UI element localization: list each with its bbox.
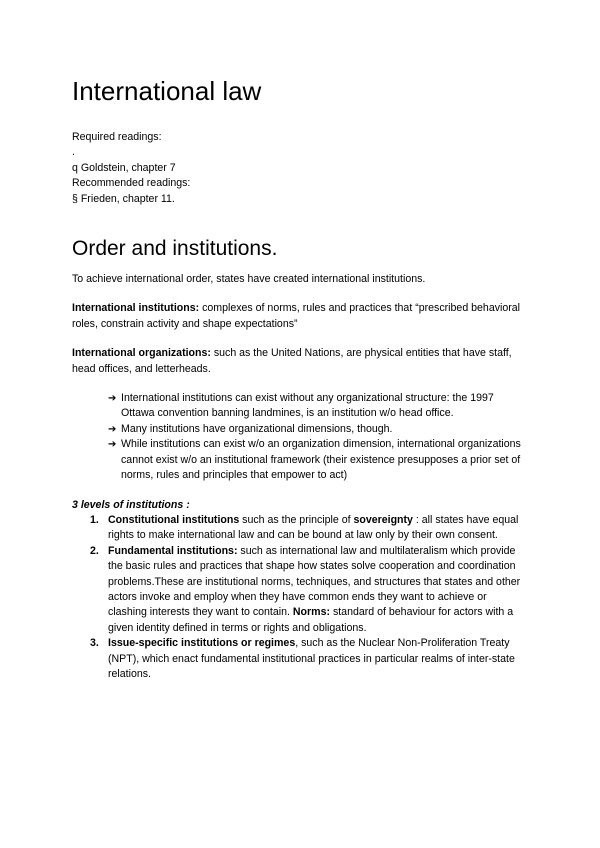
required-readings-label: Required readings: bbox=[72, 131, 162, 143]
list-item bbox=[108, 437, 528, 483]
level-term: Issue-specific institutions or regimes bbox=[108, 637, 296, 650]
section-heading: Order and institutions. bbox=[72, 237, 278, 261]
level-item-fundamental bbox=[90, 544, 528, 636]
level-item-constitutional bbox=[90, 513, 528, 544]
arrow-right-icon: ➔ bbox=[108, 423, 117, 435]
institutions-term: International institutions: bbox=[72, 302, 200, 315]
level-text: , such as the Nuclear Non-Proliferation Treaty (NPT), which enact fundamental institutional practices in particular realms of inter-state relations. bbox=[108, 637, 515, 680]
levels-title: 3 levels of institutions : bbox=[72, 498, 190, 511]
level-text-continued: standard of behaviour for actors with a given identity defined in terms or rights and obligations. bbox=[108, 606, 514, 634]
list-item-text: International institutions can exist without any organizational structure: the 1997 Ottawa convention banning landmines, is an institution w/o head office. bbox=[121, 392, 494, 420]
level-term-secondary: sovereignty bbox=[353, 513, 413, 526]
level-term: Constitutional institutions bbox=[108, 513, 240, 526]
list-item bbox=[108, 391, 528, 422]
organizations-term: International organizations: bbox=[72, 347, 211, 360]
organizations-definition bbox=[72, 346, 528, 377]
intro-paragraph: To achieve international order, states have created international institutions. bbox=[72, 273, 426, 286]
page-title: International law bbox=[72, 76, 262, 106]
level-item-issue-specific bbox=[90, 636, 528, 682]
list-number: 2. bbox=[90, 544, 99, 557]
readings-block bbox=[72, 130, 528, 207]
recommended-readings-label: Recommended readings: bbox=[72, 177, 191, 190]
organizations-definition-text: such as the United Nations, are physical entities that have staff, head offices, and letterheads. bbox=[72, 347, 512, 375]
list-item-text: Many institutions have organizational dimensions, though. bbox=[121, 422, 393, 435]
required-reading-item: q Goldstein, chapter 7 bbox=[72, 161, 176, 174]
level-text: such as international law and multilateralism which provide the basic rules and practices that shape how states solve cooperation and coordination problems.These are institutional norms, techniques, and structures that states and other actors invoke and employ when they have common ends they want to achieve or clashing interests they want to contain. bbox=[108, 544, 521, 619]
level-term: Fundamental institutions: bbox=[108, 544, 238, 557]
level-text-continued: : all states have equal rights to make international law and can be bound at law only by their own consent. bbox=[108, 513, 519, 542]
arrow-right-icon: ➔ bbox=[108, 439, 117, 451]
level-text: such as the principle of bbox=[239, 513, 354, 526]
institutions-definition bbox=[72, 301, 528, 332]
arrow-right-icon: ➔ bbox=[108, 393, 117, 405]
list-number: 1. bbox=[90, 513, 99, 526]
list-item-text: While institutions can exist w/o an organization dimension, international organizations cannot exist w/o an institutional framework (their existence presupposes a prior set of norms, rules and principles that empower to act) bbox=[121, 438, 521, 482]
readings-dot: . bbox=[72, 146, 75, 159]
level-term-secondary: Norms: bbox=[292, 606, 330, 619]
recommended-reading-item: § Frieden, chapter 11. bbox=[72, 192, 175, 205]
institutions-definition-text: complexes of norms, rules and practices that “prescribed behavioral roles, constrain activity and shape expectations” bbox=[72, 302, 521, 330]
list-number: 3. bbox=[90, 637, 99, 650]
levels-list bbox=[72, 513, 528, 682]
list-item bbox=[108, 422, 528, 437]
arrow-bullet-list bbox=[72, 391, 528, 483]
